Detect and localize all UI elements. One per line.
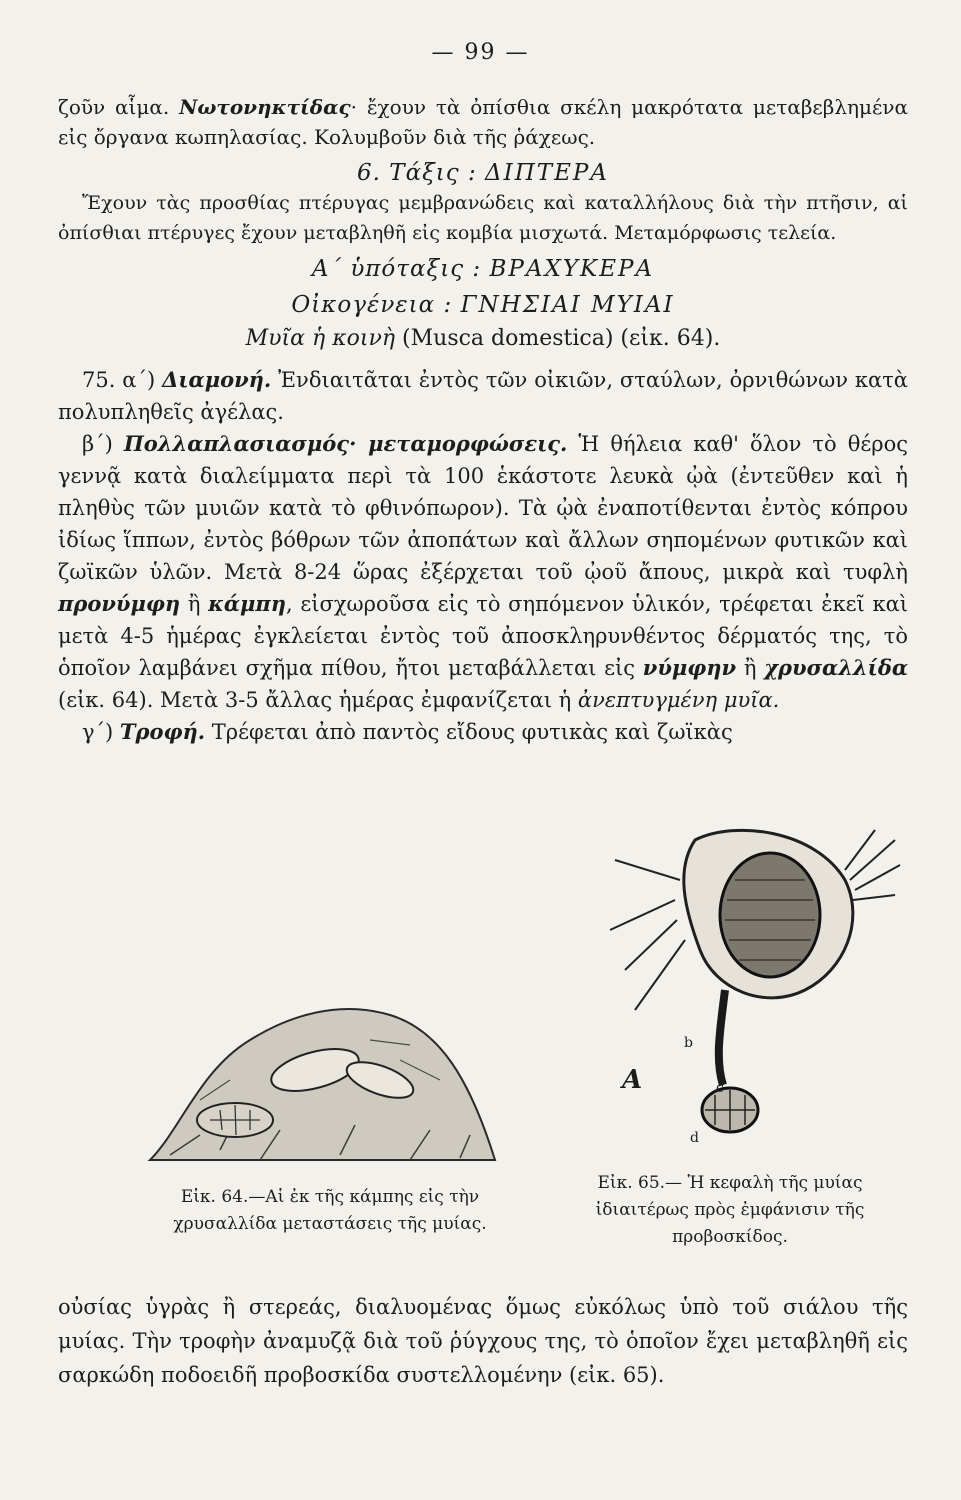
- section-75-b: β΄) Πολλαπλασιασμός· μεταμορφώσεις. Ἡ θήλεια καθ' ὅλον τὸ θέρος γεννᾷ κατὰ διαλείμματα περὶ τὰ 100 ἑκάστοτε λευκὰ ᾠὰ (ἐντεῦθεν καὶ ἡ πληθὺς τῶν μυιῶν κατὰ τὸ φθινόπωρον). Τὰ ᾠὰ ἐναποτίθενται ἐντὸς κόπρου ἰδίως ἵππων, ἐντὸς βόθρων τῶν ἀποπάτων καὶ ἄλλων σηπομένων φυτικῶν καὶ ζωϊκῶν ὑλῶν. Μετὰ 8-24 ὥρας ἐξέρχεται τοῦ ᾠοῦ ἄπους, μικρὰ καὶ τυφλὴ προνύμφη ἢ κάμπη, εἰσχωροῦσα εἰς τὸ σηπόμενον ὑλικόν, τρέφεται ἐκεῖ καὶ μετὰ 4-5 ἡμέρας ἐγκλείεται ἐντὸς τοῦ ἀποσκληρυνθέντος δέρματός της, τὸ ὁποῖον λαμβάνει σχῆμα πίθου, ἤτοι μεταβάλλεται εἰς νύμφην ἢ χρυσαλλίδα (εἰκ. 64). Μετὰ 3-5 ἄλλας ἡμέρας ἐμφανίζεται ἡ ἀνεπτυγμένη μυῖα.: [58, 431, 909, 712]
- figure-65-label-c: c: [716, 1080, 724, 1096]
- closing-text: [58, 1290, 908, 1392]
- antenna-hairs-left: [610, 860, 685, 1010]
- figure-65-label-a: A: [622, 1065, 643, 1095]
- proboscis-stem: [719, 990, 725, 1085]
- section-75-c: γ΄) Τροφή. Τρέφεται ἀπὸ παντὸς εἴδους φυτικὰς καὶ ζωϊκὰς: [82, 719, 733, 744]
- suborder-heading: Α΄ ὑπόταξις : ΒΡΑΧΥΚΕΡΑ: [311, 256, 655, 282]
- figure-65-label-b: b: [684, 1035, 693, 1051]
- figure-65-illustration: [605, 820, 905, 1150]
- species-heading: Μυῖα ἡ κοινὴ (Musca domestica) (εἰκ. 64).: [245, 326, 721, 351]
- family-heading: Οἰκογένεια : ΓΝΗΣΙΑΙ ΜΥΙΑΙ: [291, 292, 675, 318]
- upper-text: [58, 92, 908, 748]
- figure-65-caption: Εἰκ. 65.— Ἡ κεφαλὴ τῆς μυίας ἰδιαιτέρως πρὸς ἐμφάνισιν τῆς προβοσκίδος.: [595, 1173, 865, 1247]
- compound-eye: [720, 853, 820, 977]
- figure-65-label-d: d: [690, 1130, 699, 1146]
- page-number: — 99 —: [431, 40, 530, 65]
- order-description: Ἔχουν τὰς προσθίας πτέρυγας μεμβρανώδεις καὶ καταλλήλους διὰ τὴν πτῆσιν, αἱ ὀπίσθιαι πτέρυγες ἔχουν μεταβληθῆ εἰς κομβία μισχωτά. Μεταμόρφωσις τελεία.: [58, 192, 908, 244]
- closing-paragraph: οὐσίας ὑγρὰς ἢ στερεάς, διαλυομένας ὅμως εὐκόλως ὑπὸ τοῦ σιάλου τῆς μυίας. Τὴν τροφὴν ἀναμυζᾷ διὰ τοῦ ῥύγχους της, τὸ ὁποῖον ἔχει μεταβληθῆ εἰς σαρκώδη ποδοειδῆ προβοσκίδα συστελλομένην (εἰκ. 65).: [58, 1295, 908, 1387]
- figure-64-caption: Εἰκ. 64.—Αἱ ἐκ τῆς κάμπης εἰς τὴν χρυσαλλίδα μεταστάσεις τῆς μυίας.: [173, 1187, 487, 1234]
- term-notonektides: Νωτονηκτίδας: [179, 95, 351, 119]
- intro-paragraph: ζοῦν αἷμα. Νωτονηκτίδας· ἔχουν τὰ ὀπίσθια σκέλη μακρότατα μεταβεβλημένα εἰς ὄργανα κωπηλασίας. Κολυμβοῦν διὰ τῆς ῥάχεως.: [58, 95, 909, 149]
- antenna-hairs-right: [845, 830, 900, 900]
- order-heading: 6. Τάξις : ΔΙΠΤΕΡΑ: [356, 160, 610, 186]
- section-75-a: 75. α΄) Διαμονή. Ἐνδιαιτᾶται ἐντὸς τῶν οἰκιῶν, σταύλων, ὀρνιθώνων κατὰ πολυπληθεῖς ἀγέλας.: [58, 367, 908, 424]
- figure-64-illustration: [140, 960, 510, 1180]
